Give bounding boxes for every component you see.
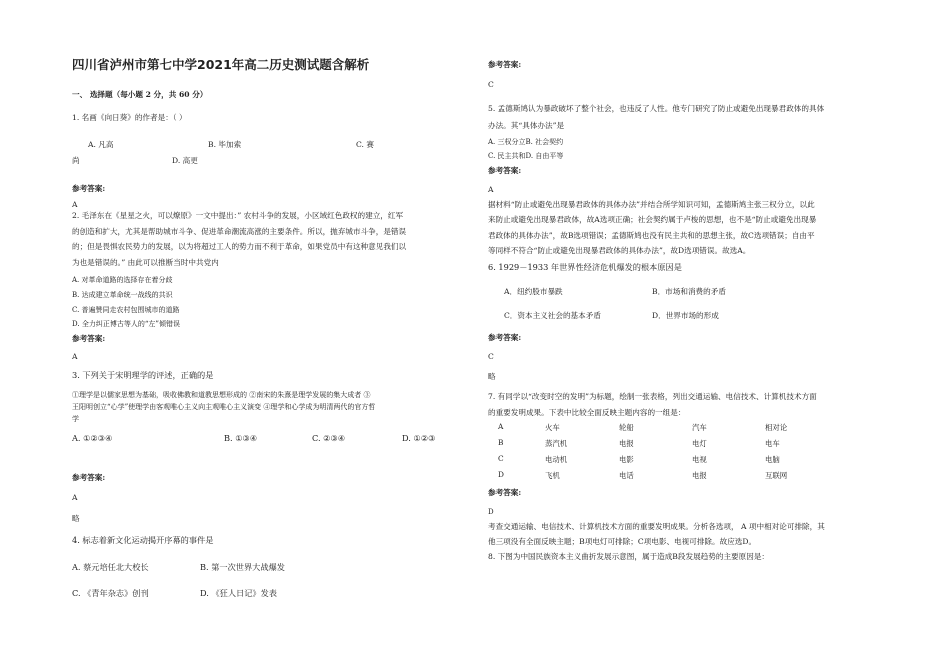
q2-line-1: 2. 毛泽东在《星星之火，可以燎原》一文中提出：” 农村斗争的发展，小区域红色政权的建立，红军: [72, 211, 404, 220]
table-cell: A: [498, 422, 504, 431]
q3-option-c: C. ②③④: [312, 433, 346, 443]
table-cell: 电动机: [545, 455, 568, 464]
table-cell: 蒸汽机: [545, 439, 568, 448]
table-cell: 电报: [619, 439, 634, 448]
table-cell: 相对论: [765, 423, 788, 432]
q5-line-2: 办法。其“具体办法”是: [488, 121, 565, 130]
table-row: [488, 454, 880, 468]
table-cell: D: [498, 470, 504, 479]
q3-note: 略: [72, 514, 80, 523]
table-cell: 飞机: [545, 471, 560, 480]
q6-answer-label: 参考答案:: [488, 333, 522, 342]
q2-answer-label: 参考答案:: [72, 334, 106, 343]
q4-stem: 4. 标志着新文化运动揭开序幕的事件是: [72, 535, 214, 545]
section-heading: 一、 选择题（每小题 2 分，共 60 分）: [72, 90, 208, 99]
q5-explanation-1: 据材料“防止或避免出现暴君政体的具体办法”并结合所学知识可知，孟德斯鸠主张三权分立，以此: [488, 200, 815, 209]
q7-table: [488, 422, 880, 486]
q1-option-b: B. 毕加索: [208, 140, 242, 149]
q5-option-ab: A. 三权分立B. 社会契约: [488, 138, 564, 146]
table-cell: 电报: [692, 471, 707, 480]
q5-explanation-3: 君政体的具体办法”，故B选项错误；孟德斯鸠也没有民主共和的思想主张，故C选项错误；自由平: [488, 231, 815, 240]
q4-answer-label: 参考答案:: [488, 60, 522, 69]
q3-answer: A: [72, 493, 78, 502]
q1-answer: A: [72, 200, 78, 209]
q6-option-d: D．世界市场的形成: [652, 311, 719, 320]
q5-explanation-2: 来防止或避免出现暴君政体，故A选项正确；社会契约属于卢梭的思想，也不是“防止或避免出现暴: [488, 215, 817, 224]
document-title: 四川省泸州市第七中学2021年高二历史测试题含解析: [72, 57, 370, 72]
q4-option-b: B. 第一次世界大战爆发: [200, 562, 285, 572]
q7-answer-label: 参考答案:: [488, 488, 522, 497]
q3-line-1: ①理学是以儒家思想为基础，吸收佛教和道教思想形成的 ②南宋的朱熹是理学发展的集大成者 ③: [72, 391, 371, 399]
table-cell: C: [498, 454, 504, 463]
q7-line-1: 7. 有同学以“改变时空的发明”为标题，绘制一张表格，列出交通运输、电信技术、计算机技术方面: [488, 392, 817, 401]
q2-answer: A: [72, 352, 78, 361]
q5-line-1: 5. 孟德斯鸠认为暴政破坏了整个社会，也违反了人性。他专门研究了防止或避免出现暴君政体的具体: [488, 104, 825, 113]
table-cell: 电脑: [765, 455, 780, 464]
q3-stem: 3. 下列关于宋明理学的评述，正确的是: [72, 370, 214, 380]
q6-option-b: B．市场和消费的矛盾: [652, 287, 726, 296]
table-cell: 电话: [619, 471, 634, 480]
q4-option-a: A. 蔡元培任北大校长: [72, 562, 149, 572]
q6-option-a: A．纽约股市暴跌: [504, 287, 563, 296]
q4-option-c: C. 《青年杂志》创刊: [72, 588, 149, 598]
table-cell: 互联网: [765, 471, 788, 480]
q3-line-3: 学: [72, 415, 79, 423]
table-cell: 电影: [619, 455, 634, 464]
q7-explanation-1: 考查交通运输、电信技术、计算机技术方面的重要发明成果。分析各选项， A 项中相对论可排除，其: [488, 522, 825, 531]
q3-option-a: A. ①②③④: [72, 433, 113, 443]
q5-explanation-4: 等同样不符合“防止或避免出现暴君政体的具体办法”，故D选项错误。故选A。: [488, 246, 751, 255]
q7-line-2: 的重要发明成果。下表中比较全面反映主题内容的一组是：: [488, 408, 686, 417]
q1-option-a: A. 凡高: [88, 140, 114, 149]
q2-option-d: D. 全力纠正博古等人的“左”倾错误: [72, 320, 180, 328]
q2-line-4: 为也是错误的。” 由此可以推断当时中共党内: [72, 258, 219, 267]
table-cell: 电车: [765, 439, 780, 448]
table-cell: 汽车: [692, 423, 707, 432]
table-cell: 电视: [692, 455, 707, 464]
q8-stem: 8. 下图为中国民族资本主义曲折发展示意图，属于造成B段发展趋势的主要原因是：: [488, 552, 770, 561]
q7-answer: D: [488, 508, 494, 516]
q6-stem: 6. 1929－1933 年世界性经济危机爆发的根本原因是: [488, 262, 682, 272]
q5-answer-label: 参考答案:: [488, 166, 522, 175]
table-row: [488, 470, 880, 484]
table-cell: 轮船: [619, 423, 634, 432]
q1-answer-label: 参考答案:: [72, 184, 106, 193]
q6-answer: C: [488, 352, 494, 361]
table-cell: 火车: [545, 423, 560, 432]
q2-option-a: A. 对革命道路的选择存在着分歧: [72, 276, 173, 284]
q3-option-d: D. ①②③: [402, 433, 436, 443]
q1-option-d: D. 高更: [172, 156, 198, 165]
q2-option-b: B. 达成建立革命统一战线的共识: [72, 291, 173, 299]
q2-line-3: 的；但是畏惧农民势力的发展，以为将超过工人的势力而不利于革命，如果党员中有这种意见我们以: [72, 242, 407, 251]
q3-line-2: 王阳明创立“心学”使理学由客观唯心主义向主观唯心主义演变 ④理学和心学成为明清两代的官方哲: [72, 403, 376, 411]
q2-option-c: C. 普遍赞同走农村包围城市的道路: [72, 306, 180, 314]
q1-option-c-cont: 尚: [72, 156, 80, 165]
q1-option-c: C. 赛: [356, 140, 374, 149]
table-row: [488, 438, 880, 452]
q5-answer: A: [488, 185, 494, 194]
q6-option-c: C．资本主义社会的基本矛盾: [504, 311, 601, 320]
q1-stem: 1. 名画《向日葵》的作者是：（ ）: [72, 113, 187, 122]
q7-explanation-2: 他三项没有全面反映主题；B项电灯可排除；C项电影、电视可排除。故应选D。: [488, 537, 757, 546]
q3-answer-label: 参考答案:: [72, 473, 106, 482]
table-cell: 电灯: [692, 439, 707, 448]
q4-option-d: D. 《狂人日记》发表: [200, 588, 277, 598]
q6-note: 略: [488, 372, 496, 381]
table-cell: B: [498, 438, 504, 447]
q5-option-cd: C. 民主共和D. 自由平等: [488, 152, 564, 160]
q4-answer: C: [488, 80, 494, 89]
q2-line-2: 的创造和扩大，尤其是帮助城市斗争、促进革命潮流高涨的主要条件。所以，抛弃城市斗争，是错误: [72, 227, 407, 236]
table-row: [488, 422, 880, 436]
q3-option-b: B. ①③④: [224, 433, 258, 443]
